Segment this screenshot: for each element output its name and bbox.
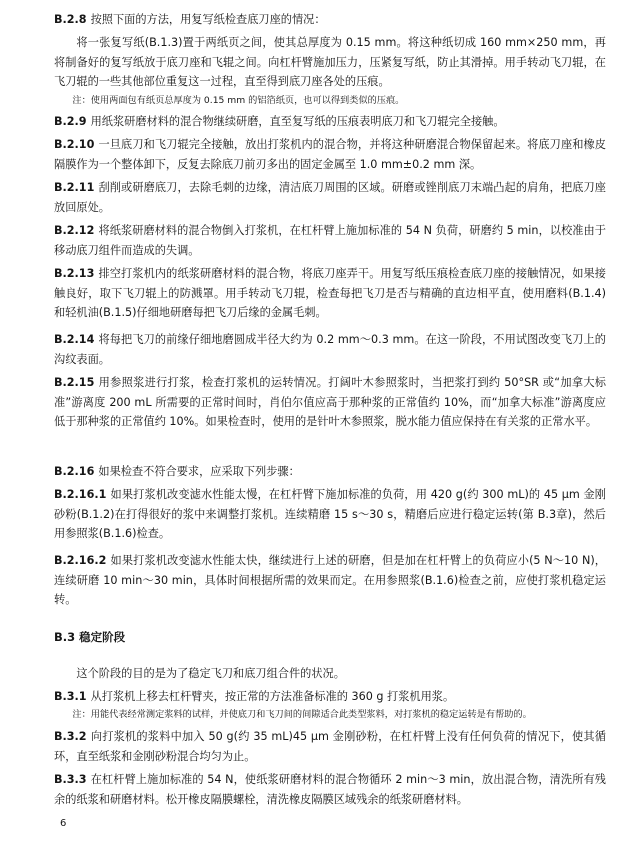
clause-b-2-11: [54, 178, 606, 217]
clause-b-2-10: [54, 135, 606, 174]
note-text: 注：用能代表经常测定浆料的试样，并使底刀和飞刀间的间隙适合此类型浆料，对打浆机的稳定运转是有帮助的。: [72, 709, 532, 720]
clause-number: B.2.8: [54, 13, 87, 26]
clause-b-2-8: [54, 10, 606, 30]
clause-text: 如果打浆机改变滤水性能太快，继续进行上述的研磨，但是加在杠杆臂上的负荷应小(5 N～10 N)，连续研磨 10 min～30 min，具体时间根据所需的效果而定。在用参照浆(B.1.6)检查之前，应使打浆机稳定运转。: [54, 554, 606, 607]
clause-text: 在杠杆臂上施加标准的 54 N，使纸浆研磨材料的混合物循环 2 min～3 min，放出混合物，清洗所有残余的纸浆和研磨材料。松开橡皮隔膜螺栓，清洗橡皮隔膜区域残余的纸浆研磨材料。: [54, 773, 606, 806]
clause-b-3-1: [54, 687, 606, 707]
clause-b-2-15: [54, 373, 606, 432]
clause-b-2-9: [54, 112, 606, 132]
page-number: 6: [60, 818, 67, 829]
clause-b-2-14: [54, 330, 606, 369]
clause-text: 刮削或研磨底刀，去除毛刺的边缘，清洁底刀周围的区域。研磨或锉削底刀末端凸起的肩角，把底刀座放回原处。: [54, 181, 606, 214]
clause-b-3-2: [54, 727, 606, 766]
paragraph-text: 这个阶段的目的是为了稳定飞刀和底刀组合件的状况。: [76, 667, 345, 680]
clause-number: B.2.9: [54, 115, 87, 128]
clause-number: B.2.13: [54, 267, 95, 280]
clause-number: B.3.3: [54, 773, 87, 786]
section-number: B.3: [54, 630, 76, 644]
clause-number: B.3.1: [54, 690, 87, 703]
clause-number: B.2.16.1: [54, 488, 107, 501]
clause-b-3-3: [54, 770, 606, 809]
paragraph-text: 将一张复写纸(B.1.3)置于两纸页之间，使其总厚度为 0.15 mm。将这种纸切成 160 mm×250 mm，再将制备好的复写纸放于底刀座和飞辊之间。向杠杆臂施加压力，压紧复写纸，防止其滑掉。用手转动飞刀辊，在飞刀辊的一些其他部位重复这一过程，直至得到底刀座各处的压痕。: [54, 36, 606, 89]
clause-number: B.2.16.2: [54, 554, 107, 567]
note-aluminum-foil: [54, 94, 606, 108]
clause-number: B.2.14: [54, 333, 95, 346]
clause-text: 用纸浆研磨材料的混合物继续研磨，直至复写纸的压痕表明底刀和飞刀辊完全接触。: [90, 115, 505, 128]
clause-text: 将纸浆研磨材料的混合物倒入打浆机，在杠杆臂上施加标准的 54 N 负荷，研磨约 5 min，以校准由于移动底刀组件而造成的失调。: [54, 224, 606, 257]
clause-b-2-12: [54, 221, 606, 260]
clause-text: 用参照浆进行打浆，检查打浆机的运转情况。打阔叶木参照浆时，当把浆打到约 50°SR 或“加拿大标准”游离度 200 mL 所需要的正常时间时，肖伯尔值应高于那种浆的正常值约 10%，而“加拿大标准”游离度应低于那种浆的正常值约 10%。如果检查时，使用的是针叶木参照浆，脱水能力值应保持在有关浆的正常水平。: [54, 376, 606, 429]
note-stabilization-sample: [54, 708, 606, 722]
clause-text: 向打浆机的浆料中加入 50 g(约 35 mL)45 μm 金刚砂粉，在杠杆臂上没有任何负荷的情况下，使其循环，直至纸浆和金刚砂粉混合均匀为止。: [54, 730, 606, 763]
clause-number: B.2.11: [54, 181, 95, 194]
clause-text: 按照下面的方法，用复写纸检查底刀座的情况：: [90, 13, 326, 26]
clause-text: 从打浆机上移去杠杆臂夹，按正常的方法准备标准的 360 g 打浆机用浆。: [90, 690, 455, 703]
clause-b-2-16-2: [54, 551, 606, 610]
clause-text: 如果检查不符合要求，应采取下列步骤：: [98, 465, 300, 478]
clause-text: 一旦底刀和飞刀辊完全接触，放出打浆机内的混合物，并将这种研磨混合物保留起来。将底刀座和橡皮隔膜作为一个整体卸下，反复去除底刀前刃多出的固定金属至 1.0 mm±0.2 mm 深。: [54, 138, 606, 171]
section-title: 稳定阶段: [79, 630, 126, 644]
paragraph-stabilization-purpose: [54, 664, 606, 684]
clause-number: B.2.10: [54, 138, 95, 151]
clause-text: 排空打浆机内的纸浆研磨材料的混合物，将底刀座弄干。用复写纸压痕检查底刀座的接触情况，如果接触良好，取下飞刀辊上的防溅罩。用手转动飞刀辊，检查每把飞刀是否与精确的直边相平直，使用磨料(B.1.4)和轻机油(B.1.5)仔细地研磨每把飞刀后缘的金属毛刺。: [54, 267, 606, 320]
clause-text: 将每把飞刀的前缘仔细地磨圆成半径大约为 0.2 mm～0.3 mm。在这一阶段，不用试图改变飞刀上的沟纹表面。: [54, 333, 606, 366]
clause-b-2-16: [54, 462, 606, 482]
clause-number: B.2.15: [54, 376, 95, 389]
paragraph-carbon-paper-procedure: [54, 33, 606, 92]
clause-number: B.2.12: [54, 224, 95, 237]
clause-number: B.3.2: [54, 730, 87, 743]
clause-b-2-16-1: [54, 485, 606, 544]
note-text: 注：使用两面包有纸页总厚度为 0.15 mm 的铝箔纸页，也可以得到类似的压痕。: [72, 95, 405, 106]
section-heading-b-3: [54, 628, 606, 648]
clause-number: B.2.16: [54, 465, 95, 478]
clause-text: 如果打浆机改变滤水性能太慢，在杠杆臂下施加标准的负荷，用 420 g(约 300 mL)的 45 μm 金刚砂粉(B.1.2)在打得很好的浆中来调整打浆机。连续精磨 15 s～30 s，精磨后应进行稳定运转(第 B.3章)，然后用参照浆(B.1.6)检查。: [54, 488, 606, 541]
clause-b-2-13: [54, 264, 606, 323]
